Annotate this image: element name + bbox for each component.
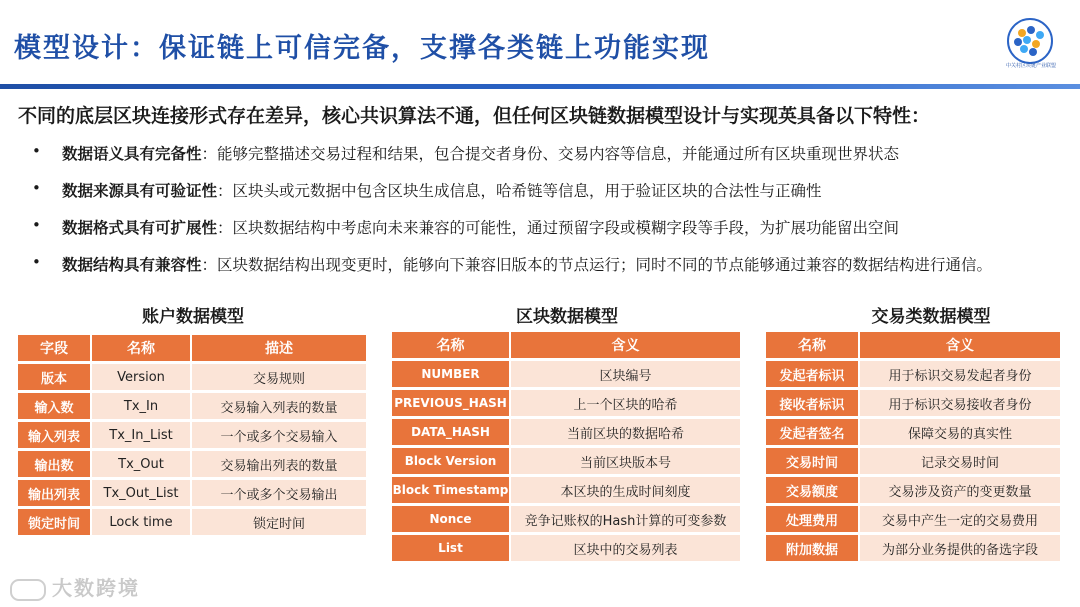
bullet-icon: • [32,253,41,271]
watermark [10,572,140,601]
name-cell: Lock time [92,509,192,535]
bullet-icon: • [32,216,41,234]
meaning-cell: 区块编号 [511,361,742,387]
name-cell: 接收者标识 [766,390,860,416]
feature-name: 数据格式具有可扩展性 [62,219,218,237]
name-cell: 处理费用 [766,506,860,532]
feature-desc: ：区块数据结构出现变更时，能够向下兼容旧版本的节点运行；同时不同的节点能够通过兼容的数据结构进行通信。 [201,256,993,274]
column-header: 名称 [766,332,860,358]
field-cell: 输出列表 [18,480,92,506]
table-row [18,451,368,477]
meaning-cell: 当前区块的数据哈希 [511,419,742,445]
name-cell: 交易时间 [766,448,860,474]
table-row [766,477,1062,503]
column-header: 名称 [92,335,192,361]
field-cell: 输入列表 [18,422,92,448]
block-model-table [392,329,742,564]
meaning-cell: 交易中产生一定的交易费用 [860,506,1062,532]
table-header-row [766,332,1062,358]
table-header-row [392,332,742,358]
bullet-icon: • [32,179,41,197]
table-row [392,506,742,532]
feature-desc: ：区块数据结构中考虑向未来兼容的可能性，通过预留字段或模糊字段等手段，为扩展功能留出空间 [217,219,900,237]
meaning-cell: 区块中的交易列表 [511,535,742,561]
page-title: 模型设计：保证链上可信完备，支撑各类链上功能实现 [14,33,710,64]
name-cell: Tx_In [92,393,192,419]
block-model-title: 区块数据模型 [516,307,618,327]
table-row [392,419,742,445]
name-cell: Block Version [392,448,511,474]
list-item [32,253,992,290]
field-cell: 输入数 [18,393,92,419]
meaning-cell: 交易涉及资产的变更数量 [860,477,1062,503]
bullet-icon: • [32,142,41,160]
title-divider [0,84,1080,89]
name-cell: PREVIOUS_HASH [392,390,511,416]
name-cell: 交易额度 [766,477,860,503]
meaning-cell: 竞争记账权的Hash计算的可变参数 [511,506,742,532]
table-row [766,506,1062,532]
table-row [766,535,1062,561]
column-header: 描述 [192,335,368,361]
column-header: 含义 [860,332,1062,358]
account-model-title: 账户数据模型 [142,307,244,327]
account-model-table [18,332,368,538]
name-cell: 发起者标识 [766,361,860,387]
table-row [18,480,368,506]
tx-model-title: 交易类数据模型 [871,307,991,327]
name-cell: NUMBER [392,361,511,387]
name-cell: Tx_Out [92,451,192,477]
table-row [18,422,368,448]
desc-cell: 交易规则 [192,364,368,390]
meaning-cell: 上一个区块的哈希 [511,390,742,416]
name-cell: Nonce [392,506,511,532]
field-cell: 锁定时间 [18,509,92,535]
table-row [392,390,742,416]
name-cell: Tx_In_List [92,422,192,448]
list-item [32,142,992,179]
field-cell: 版本 [18,364,92,390]
meaning-cell: 当前区块版本号 [511,448,742,474]
meaning-cell: 保障交易的真实性 [860,419,1062,445]
column-header: 含义 [511,332,742,358]
desc-cell: 锁定时间 [192,509,368,535]
table-row [392,361,742,387]
feature-name: 数据语义具有完备性 [62,145,202,163]
desc-cell: 交易输入列表的数量 [192,393,368,419]
feature-name: 数据结构具有兼容性 [62,256,202,274]
intro-text: 不同的底层区块连接形式存在差异，核心共识算法不通，但任何区块链数据模型设计与实现英具备以下特性： [18,105,931,127]
tx-model-table [766,329,1062,564]
name-cell: Tx_Out_List [92,480,192,506]
name-cell: 发起者签名 [766,419,860,445]
feature-desc: ：能够完整描述交易过程和结果，包合提交者身份、交易内容等信息，并能通过所有区块重现世界状态 [201,145,900,163]
meaning-cell: 记录交易时间 [860,448,1062,474]
table-row [392,477,742,503]
meaning-cell: 本区块的生成时间刻度 [511,477,742,503]
table-row [392,535,742,561]
table-row [766,361,1062,387]
table-header-row [18,335,368,361]
field-cell: 输出数 [18,451,92,477]
feature-desc: ：区块头或元数据中包含区块生成信息，哈希链等信息，用于验证区块的合法性与正确性 [217,182,822,200]
desc-cell: 一个或多个交易输入 [192,422,368,448]
name-cell: 附加数据 [766,535,860,561]
column-header: 字段 [18,335,92,361]
table-row [766,448,1062,474]
meaning-cell: 用于标识交易发起者身份 [860,361,1062,387]
table-row [18,364,368,390]
logo-caption: 中关村区块链产业联盟 [1005,63,1056,69]
table-row [766,419,1062,445]
feature-name: 数据来源具有可验证性 [62,182,218,200]
name-cell: Block Timestamp [392,477,511,503]
feature-list [32,142,992,290]
watermark-logo-icon [10,579,46,601]
name-cell: Version [92,364,192,390]
meaning-cell: 用于标识交易接收者身份 [860,390,1062,416]
desc-cell: 一个或多个交易输出 [192,480,368,506]
table-row [18,509,368,535]
name-cell: DATA_HASH [392,419,511,445]
table-row [392,448,742,474]
column-header: 名称 [392,332,511,358]
list-item [32,216,992,253]
meaning-cell: 为部分业务提供的备选字段 [860,535,1062,561]
table-row [766,390,1062,416]
watermark-text: 大数跨境 [52,576,140,600]
list-item [32,179,992,216]
table-row [18,393,368,419]
desc-cell: 交易输出列表的数量 [192,451,368,477]
name-cell: List [392,535,511,561]
